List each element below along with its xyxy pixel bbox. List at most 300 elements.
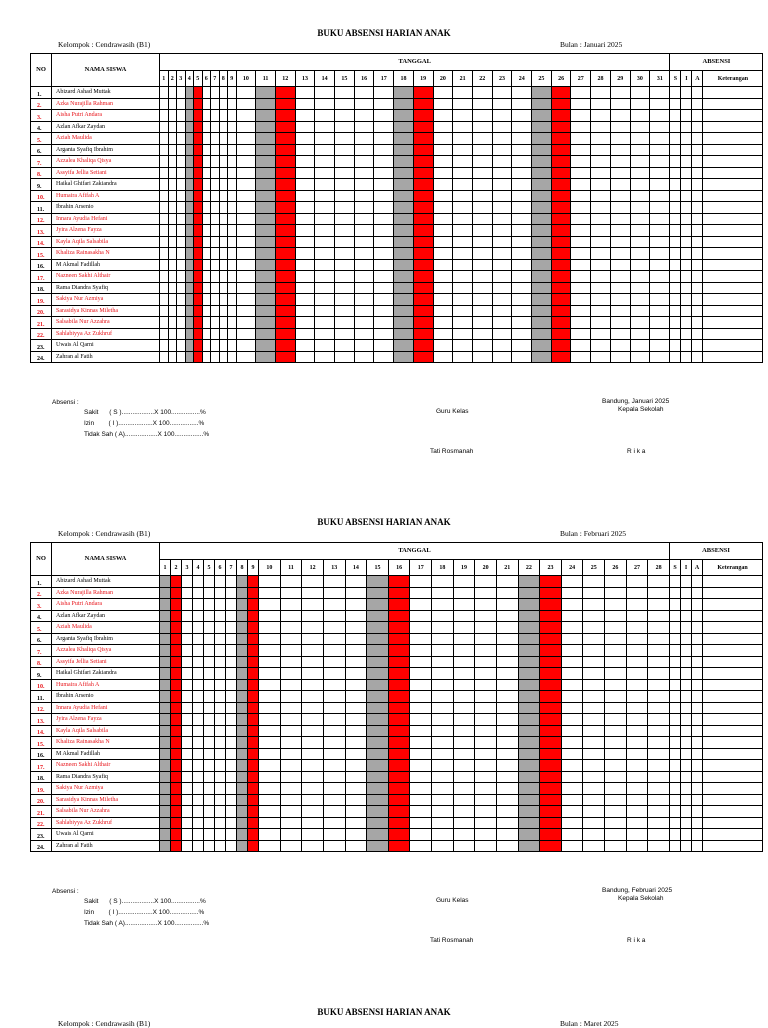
attendance-cell — [512, 328, 532, 340]
attendance-cell — [610, 167, 630, 179]
attendance-cell — [648, 840, 670, 852]
tidak-sah-line: Tidak Sah ( A)..................X 100................% — [84, 431, 210, 438]
row-number: 23. — [31, 340, 52, 352]
col-header-s: S — [670, 560, 681, 576]
attendance-cell — [472, 110, 492, 122]
attendance-cell — [185, 305, 194, 317]
attendance-cell — [540, 714, 562, 726]
attendance-cell — [215, 806, 226, 818]
attendance-cell — [280, 840, 302, 852]
month-label: Bulan : Maret 2025 — [560, 1019, 619, 1028]
attendance-cell — [280, 587, 302, 599]
absensi-cell — [692, 691, 703, 703]
attendance-cell — [518, 817, 540, 829]
table-row — [31, 87, 763, 99]
attendance-cell — [280, 714, 302, 726]
attendance-cell — [302, 599, 324, 611]
attendance-cell — [540, 622, 562, 634]
attendance-cell — [374, 202, 394, 214]
attendance-cell — [374, 340, 394, 352]
absensi-cell — [670, 121, 681, 133]
attendance-cell — [211, 351, 220, 363]
row-number: 18. — [31, 282, 52, 294]
attendance-cell — [540, 599, 562, 611]
attendance-cell — [185, 328, 194, 340]
attendance-cell — [228, 121, 237, 133]
student-name: Sahlabiyya Az Zukhruf — [52, 817, 160, 829]
row-number: 17. — [31, 271, 52, 283]
day-header: 2 — [168, 71, 177, 87]
attendance-cell — [605, 737, 627, 749]
attendance-cell — [194, 328, 203, 340]
guru-kelas-label: Guru Kelas — [436, 897, 469, 904]
guru-name: Tati Rosmanah — [430, 937, 474, 944]
attendance-cell — [194, 317, 203, 329]
attendance-cell — [626, 783, 648, 795]
absensi-cell — [681, 317, 692, 329]
student-name: Arganta Syafiq Ibrahim — [52, 633, 160, 645]
attendance-cell — [354, 236, 374, 248]
row-number: 5. — [31, 622, 52, 634]
day-header: 13 — [323, 560, 345, 576]
attendance-cell — [256, 144, 276, 156]
absensi-cell — [681, 599, 692, 611]
attendance-cell — [168, 156, 177, 168]
attendance-cell — [295, 156, 315, 168]
attendance-cell — [182, 610, 193, 622]
attendance-cell — [540, 645, 562, 657]
attendance-cell — [571, 87, 591, 99]
attendance-cell — [472, 144, 492, 156]
absensi-cell — [692, 305, 703, 317]
attendance-cell — [171, 702, 182, 714]
attendance-cell — [315, 167, 335, 179]
absensi-cell — [670, 599, 681, 611]
attendance-cell — [472, 328, 492, 340]
attendance-cell — [432, 794, 454, 806]
attendance-cell — [211, 236, 220, 248]
attendance-cell — [367, 633, 389, 645]
row-number: 1. — [31, 576, 52, 588]
attendance-cell — [323, 587, 345, 599]
attendance-cell — [571, 179, 591, 191]
absensi-cell — [670, 294, 681, 306]
attendance-cell — [204, 645, 215, 657]
student-name: Sahlabiyya Az Zukhruf — [52, 328, 160, 340]
attendance-cell — [280, 645, 302, 657]
attendance-cell — [160, 737, 171, 749]
attendance-cell — [160, 110, 169, 122]
attendance-cell — [226, 633, 237, 645]
attendance-cell — [194, 121, 203, 133]
attendance-cell — [256, 110, 276, 122]
attendance-cell — [432, 771, 454, 783]
attendance-cell — [237, 656, 248, 668]
attendance-cell — [193, 645, 204, 657]
day-header: 18 — [432, 560, 454, 576]
absensi-cell — [703, 576, 763, 588]
attendance-cell — [475, 714, 497, 726]
attendance-cell — [571, 213, 591, 225]
day-header: 27 — [571, 71, 591, 87]
row-number: 4. — [31, 610, 52, 622]
row-number: 21. — [31, 806, 52, 818]
absensi-cell — [681, 294, 692, 306]
attendance-cell — [388, 633, 410, 645]
attendance-cell — [280, 783, 302, 795]
attendance-cell — [204, 725, 215, 737]
attendance-cell — [202, 133, 211, 145]
attendance-cell — [532, 236, 552, 248]
attendance-cell — [315, 98, 335, 110]
absensi-cell — [681, 783, 692, 795]
attendance-cell — [237, 760, 248, 772]
absensi-cell — [670, 691, 681, 703]
absensi-cell — [681, 156, 692, 168]
absensi-cell — [703, 806, 763, 818]
attendance-cell — [168, 351, 177, 363]
attendance-cell — [182, 668, 193, 680]
attendance-cell — [302, 806, 324, 818]
attendance-cell — [561, 794, 583, 806]
attendance-cell — [626, 599, 648, 611]
attendance-cell — [626, 656, 648, 668]
attendance-cell — [323, 760, 345, 772]
attendance-cell — [202, 213, 211, 225]
attendance-cell — [177, 317, 186, 329]
attendance-cell — [453, 328, 473, 340]
attendance-cell — [354, 294, 374, 306]
attendance-cell — [280, 633, 302, 645]
attendance-cell — [492, 282, 512, 294]
attendance-cell — [648, 656, 670, 668]
attendance-cell — [236, 271, 256, 283]
attendance-cell — [160, 282, 169, 294]
attendance-cell — [432, 576, 454, 588]
attendance-cell — [315, 133, 335, 145]
attendance-cell — [532, 110, 552, 122]
absensi-cell — [681, 748, 692, 760]
attendance-cell — [650, 144, 670, 156]
attendance-cell — [630, 133, 650, 145]
attendance-cell — [374, 144, 394, 156]
attendance-cell — [432, 725, 454, 737]
attendance-cell — [626, 840, 648, 852]
attendance-cell — [275, 87, 295, 99]
row-number: 24. — [31, 351, 52, 363]
attendance-cell — [453, 259, 473, 271]
absensi-cell — [670, 305, 681, 317]
attendance-cell — [540, 691, 562, 703]
attendance-cell — [345, 610, 367, 622]
attendance-cell — [410, 576, 432, 588]
attendance-cell — [236, 282, 256, 294]
attendance-cell — [160, 656, 171, 668]
absensi-cell — [670, 190, 681, 202]
attendance-cell — [472, 190, 492, 202]
attendance-cell — [160, 748, 171, 760]
attendance-cell — [248, 622, 259, 634]
attendance-cell — [410, 840, 432, 852]
attendance-cell — [295, 248, 315, 260]
attendance-cell — [219, 271, 228, 283]
attendance-cell — [496, 840, 518, 852]
attendance-cell — [160, 599, 171, 611]
attendance-cell — [648, 714, 670, 726]
attendance-cell — [551, 98, 571, 110]
table-row — [31, 294, 763, 306]
attendance-cell — [315, 87, 335, 99]
attendance-cell — [236, 98, 256, 110]
attendance-cell — [432, 702, 454, 714]
attendance-table — [30, 542, 763, 852]
attendance-cell — [532, 144, 552, 156]
attendance-cell — [275, 236, 295, 248]
attendance-cell — [202, 305, 211, 317]
attendance-cell — [248, 610, 259, 622]
attendance-cell — [204, 806, 215, 818]
place-date: Bandung, Januari 2025 — [602, 398, 670, 405]
attendance-cell — [302, 714, 324, 726]
attendance-cell — [648, 668, 670, 680]
attendance-cell — [193, 771, 204, 783]
attendance-cell — [472, 87, 492, 99]
attendance-cell — [512, 213, 532, 225]
attendance-cell — [168, 190, 177, 202]
col-header-i: I — [681, 560, 692, 576]
absensi-cell — [703, 144, 763, 156]
attendance-cell — [177, 248, 186, 260]
attendance-cell — [583, 691, 605, 703]
attendance-cell — [410, 806, 432, 818]
day-header: 7 — [226, 560, 237, 576]
attendance-cell — [518, 760, 540, 772]
attendance-cell — [194, 271, 203, 283]
attendance-cell — [335, 225, 355, 237]
attendance-cell — [280, 691, 302, 703]
attendance-cell — [583, 576, 605, 588]
table-row — [31, 282, 763, 294]
attendance-cell — [496, 668, 518, 680]
attendance-cell — [236, 87, 256, 99]
attendance-cell — [630, 305, 650, 317]
attendance-cell — [626, 737, 648, 749]
attendance-cell — [453, 794, 475, 806]
attendance-cell — [182, 656, 193, 668]
attendance-cell — [571, 259, 591, 271]
absensi-cell — [681, 760, 692, 772]
attendance-cell — [182, 691, 193, 703]
attendance-cell — [591, 305, 611, 317]
attendance-cell — [496, 633, 518, 645]
attendance-cell — [472, 271, 492, 283]
attendance-cell — [374, 133, 394, 145]
attendance-cell — [492, 259, 512, 271]
absensi-cell — [670, 622, 681, 634]
attendance-cell — [168, 167, 177, 179]
guru-name: Tati Rosmanah — [430, 448, 474, 455]
attendance-cell — [630, 236, 650, 248]
attendance-cell — [323, 748, 345, 760]
student-name: Sarasidya Kinnas Miletha — [52, 794, 160, 806]
absensi-cell — [670, 829, 681, 841]
attendance-cell — [583, 783, 605, 795]
attendance-cell — [413, 87, 433, 99]
attendance-cell — [236, 144, 256, 156]
attendance-cell — [561, 656, 583, 668]
student-name: Azka Nurajilla Rahman — [52, 98, 160, 110]
attendance-cell — [388, 783, 410, 795]
attendance-cell — [496, 587, 518, 599]
attendance-cell — [518, 679, 540, 691]
attendance-cell — [236, 225, 256, 237]
day-header: 30 — [630, 71, 650, 87]
col-header-absensi: ABSENSI — [670, 54, 763, 71]
attendance-cell — [211, 156, 220, 168]
table-row — [31, 829, 763, 841]
attendance-cell — [168, 236, 177, 248]
attendance-cell — [648, 794, 670, 806]
attendance-cell — [591, 179, 611, 191]
attendance-cell — [626, 817, 648, 829]
attendance-cell — [532, 248, 552, 260]
day-header: 14 — [345, 560, 367, 576]
attendance-cell — [453, 829, 475, 841]
attendance-cell — [171, 737, 182, 749]
student-name: Kayla Aqila Salsabila — [52, 236, 160, 248]
attendance-cell — [388, 748, 410, 760]
attendance-cell — [472, 259, 492, 271]
attendance-cell — [335, 98, 355, 110]
attendance-cell — [394, 282, 414, 294]
row-number: 2. — [31, 98, 52, 110]
attendance-cell — [374, 351, 394, 363]
absensi-cell — [670, 98, 681, 110]
attendance-cell — [433, 87, 453, 99]
attendance-cell — [610, 259, 630, 271]
attendance-cell — [650, 225, 670, 237]
attendance-cell — [185, 167, 194, 179]
absensi-cell — [692, 783, 703, 795]
absensi-cell — [692, 282, 703, 294]
attendance-cell — [374, 317, 394, 329]
attendance-cell — [551, 144, 571, 156]
attendance-cell — [315, 144, 335, 156]
attendance-cell — [215, 691, 226, 703]
day-header: 23 — [540, 560, 562, 576]
attendance-cell — [605, 817, 627, 829]
attendance-cell — [591, 213, 611, 225]
attendance-cell — [453, 610, 475, 622]
attendance-cell — [650, 98, 670, 110]
attendance-cell — [280, 817, 302, 829]
attendance-cell — [540, 587, 562, 599]
attendance-cell — [248, 737, 259, 749]
table-row — [31, 656, 763, 668]
attendance-cell — [248, 633, 259, 645]
absensi-cell — [692, 668, 703, 680]
absensi-cell — [703, 236, 763, 248]
attendance-cell — [374, 179, 394, 191]
attendance-cell — [323, 737, 345, 749]
attendance-cell — [583, 714, 605, 726]
absensi-cell — [692, 179, 703, 191]
attendance-cell — [591, 167, 611, 179]
attendance-cell — [518, 771, 540, 783]
absensi-cell — [692, 829, 703, 841]
attendance-cell — [475, 633, 497, 645]
absensi-cell — [703, 294, 763, 306]
attendance-cell — [626, 760, 648, 772]
attendance-cell — [193, 760, 204, 772]
sakit-line: Sakit ( S )..................X 100................% — [84, 409, 206, 416]
attendance-cell — [302, 679, 324, 691]
attendance-cell — [211, 98, 220, 110]
attendance-cell — [518, 622, 540, 634]
group-label: Kelompok : Cendrawasih (B1) — [58, 1019, 151, 1028]
attendance-cell — [211, 305, 220, 317]
attendance-cell — [323, 668, 345, 680]
attendance-cell — [432, 610, 454, 622]
attendance-cell — [388, 737, 410, 749]
absensi-cell — [670, 213, 681, 225]
attendance-cell — [259, 679, 281, 691]
day-header: 18 — [394, 71, 414, 87]
attendance-cell — [496, 806, 518, 818]
attendance-cell — [532, 156, 552, 168]
attendance-cell — [177, 110, 186, 122]
attendance-cell — [475, 748, 497, 760]
attendance-cell — [571, 340, 591, 352]
day-header: 12 — [302, 560, 324, 576]
absensi-cell — [681, 679, 692, 691]
attendance-cell — [413, 133, 433, 145]
attendance-cell — [518, 668, 540, 680]
absensi-cell — [681, 213, 692, 225]
attendance-cell — [302, 633, 324, 645]
attendance-cell — [177, 202, 186, 214]
attendance-cell — [185, 282, 194, 294]
table-row — [31, 340, 763, 352]
attendance-cell — [367, 829, 389, 841]
attendance-cell — [182, 771, 193, 783]
attendance-cell — [256, 259, 276, 271]
day-header: 3 — [182, 560, 193, 576]
attendance-cell — [410, 610, 432, 622]
attendance-cell — [354, 190, 374, 202]
absensi-cell — [681, 576, 692, 588]
attendance-cell — [650, 236, 670, 248]
attendance-cell — [259, 725, 281, 737]
attendance-cell — [259, 748, 281, 760]
attendance-cell — [211, 190, 220, 202]
student-name: Sakiya Nur Azmiya — [52, 783, 160, 795]
attendance-cell — [388, 806, 410, 818]
absensi-cell — [692, 599, 703, 611]
absensi-cell — [703, 587, 763, 599]
absensi-cell — [681, 167, 692, 179]
attendance-cell — [237, 633, 248, 645]
day-header: 9 — [228, 71, 237, 87]
attendance-cell — [177, 98, 186, 110]
row-number: 10. — [31, 679, 52, 691]
attendance-cell — [275, 340, 295, 352]
attendance-cell — [354, 156, 374, 168]
attendance-cell — [226, 610, 237, 622]
attendance-cell — [433, 271, 453, 283]
attendance-cell — [194, 305, 203, 317]
table-row — [31, 679, 763, 691]
